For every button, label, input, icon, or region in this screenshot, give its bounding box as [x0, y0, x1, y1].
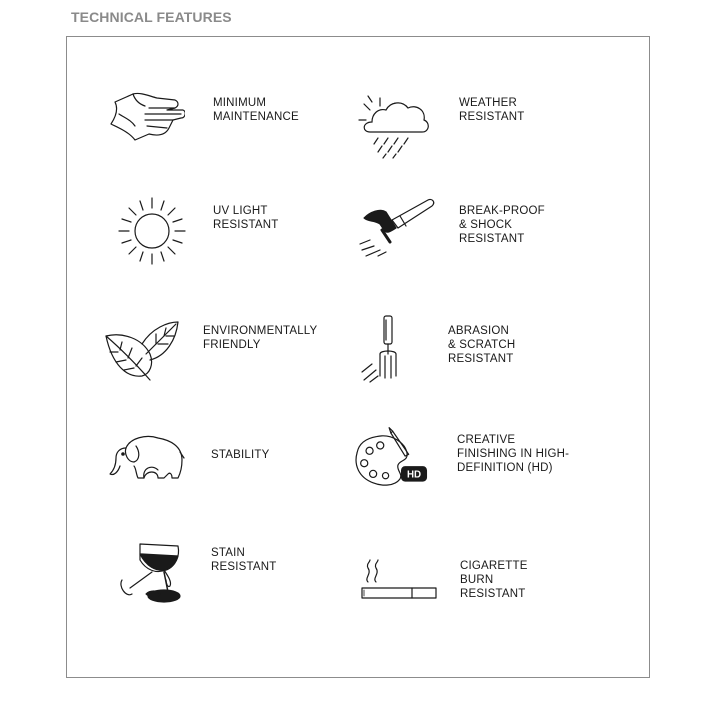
leaves-icon — [102, 314, 182, 388]
feature-label: WEATHER RESISTANT — [459, 97, 525, 123]
feature-label: CIGARETTE BURN RESISTANT — [460, 560, 528, 600]
elephant-icon — [106, 424, 186, 498]
feature-label: ABRASION & SCRATCH RESISTANT — [448, 325, 516, 365]
wine-glass-icon — [110, 536, 190, 610]
page-title: TECHNICAL FEATURES — [71, 9, 232, 25]
weather-icon — [358, 88, 438, 162]
feature-label: ENVIRONMENTALLY FRIENDLY — [203, 325, 318, 351]
hammer-icon — [356, 190, 436, 264]
cigarette-icon — [358, 556, 438, 630]
sun-icon — [116, 194, 196, 268]
hd-badge: HD — [406, 469, 422, 481]
feature-label: MINIMUM MAINTENANCE — [213, 97, 299, 123]
palette-icon — [350, 420, 430, 494]
fork-icon — [358, 310, 438, 384]
feature-label: STABILITY — [211, 449, 270, 461]
feature-label: BREAK-PROOF & SHOCK RESISTANT — [459, 205, 545, 245]
feature-label: UV LIGHT RESISTANT — [213, 205, 279, 231]
feature-label: STAIN RESISTANT — [211, 547, 277, 573]
hand-wiping-icon — [105, 84, 185, 158]
feature-label: CREATIVE FINISHING IN HIGH- DEFINITION (HD) — [457, 434, 570, 474]
